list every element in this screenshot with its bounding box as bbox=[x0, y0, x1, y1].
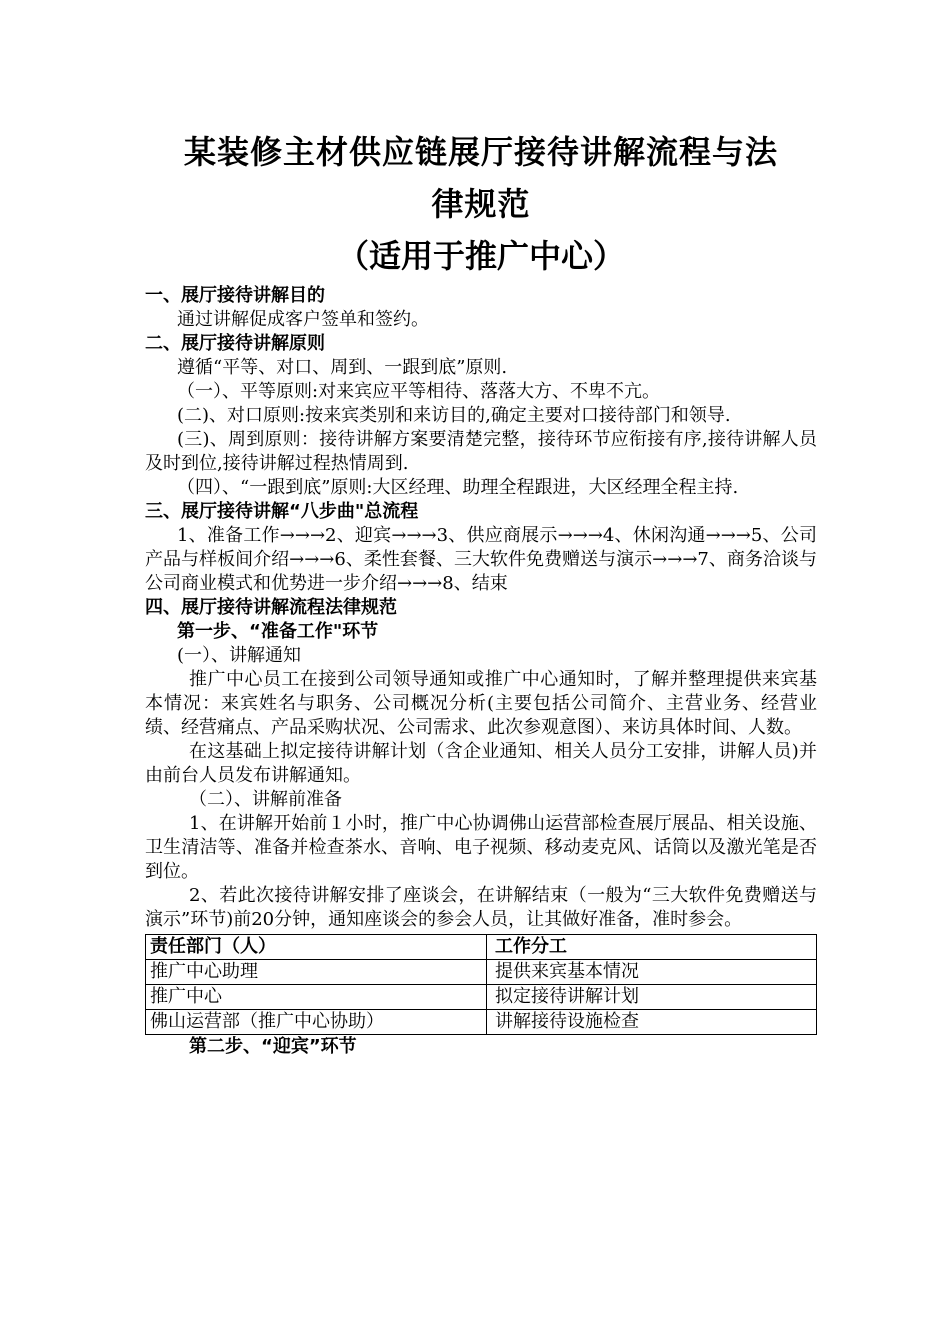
paragraph: 2、若此次接待讲解安排了座谈会，在讲解结束（一般为“三大软件免费赠送与演示”环节)前20分钟，通知座谈会的参会人员，让其做好准备，准时参会。 bbox=[145, 885, 817, 930]
table-cell: 推广中心 bbox=[146, 985, 487, 1010]
section-heading-process: 三、展厅接待讲解“八步曲"总流程 bbox=[145, 501, 419, 522]
paragraph: (二)、对口原则:按来宾类别和来访目的,确定主要对口接待部门和领导. bbox=[177, 405, 731, 426]
paragraph: 1、在讲解开始前１小时，推广中心协调佛山运营部检查展厅展品、相关设施、卫生清洁等、准备并检查茶水、音响、电子视频、移动麦克风、话筒以及激光笔是否到位。 bbox=[145, 813, 817, 882]
paragraph: （四）、“一跟到底”原则:大区经理、助理全程跟进，大区经理全程主持. bbox=[177, 477, 739, 498]
title-line-2: 律规范 bbox=[431, 185, 531, 223]
paragraph: 遵循“平等、对口、周到、一跟到底”原则. bbox=[177, 357, 508, 378]
table-cell: 提供来宾基本情况 bbox=[487, 960, 817, 985]
table-header-cell: 工作分工 bbox=[487, 935, 817, 960]
section-heading-principles: 二、展厅接待讲解原则 bbox=[145, 333, 325, 354]
document-title bbox=[145, 126, 817, 230]
table-cell: 佛山运营部（推广中心协助） bbox=[146, 1010, 487, 1035]
table-row bbox=[146, 1010, 817, 1035]
paragraph: (三)、周到原则：接待讲解方案要清楚完整，接待环节应衔接有序,接待讲解人员及时到位,接待讲解过程热情周到. bbox=[145, 429, 817, 474]
paragraph: （一）、平等原则:对来宾应平等相待、落落大方、不卑不亢。 bbox=[177, 381, 661, 402]
table-header-cell: 责任部门（人） bbox=[146, 935, 487, 960]
table-cell: 拟定接待讲解计划 bbox=[487, 985, 817, 1010]
section-heading-purpose: 一、展厅接待讲解目的 bbox=[145, 285, 325, 306]
table-cell: 推广中心助理 bbox=[146, 960, 487, 985]
section-heading-legal-norms: 四、展厅接待讲解流程法律规范 bbox=[145, 597, 397, 618]
subheading-notice: (一）、讲解通知 bbox=[177, 645, 302, 666]
paragraph: 1、准备工作→→→2、迎宾→→→3、供应商展示→→→4、休闲沟通→→→5、公司产品与样板间介绍→→→6、柔性套餐、三大软件免费赠送与演示→→→7、商务洽谈与公司商业模式和优势进一步介绍→→→8、结束 bbox=[145, 525, 817, 594]
paragraph: 在这基础上拟定接待讲解计划（含企业通知、相关人员分工安排，讲解人员)并由前台人员发布讲解通知。 bbox=[145, 741, 817, 786]
step-heading-preparation: 第一步、“准备工作"环节 bbox=[177, 621, 379, 642]
paragraph: 推广中心员工在接到公司领导通知或推广中心通知时，了解并整理提供来宾基本情况：来宾姓名与职务、公司概况分析(主要包括公司简介、主营业务、经营业绩、经营痛点、产品采购状况、公司需求、此次参观意图）、来访具体时间、人数。 bbox=[145, 669, 817, 738]
table-header-row bbox=[146, 935, 817, 960]
step-heading-welcome: 第二步、“迎宾”环节 bbox=[189, 1036, 357, 1057]
table-cell: 讲解接待设施检查 bbox=[487, 1010, 817, 1035]
subheading-pre-tour: （二）、讲解前准备 bbox=[189, 789, 342, 810]
table-row bbox=[146, 960, 817, 985]
table-row bbox=[146, 985, 817, 1010]
responsibility-table bbox=[145, 934, 817, 1035]
title-line-1: 某装修主材供应链展厅接待讲解流程与法 bbox=[183, 133, 778, 171]
document-page bbox=[145, 126, 817, 1059]
document-subtitle: （适用于推广中心） bbox=[336, 237, 625, 275]
paragraph: 通过讲解促成客户签单和签约。 bbox=[177, 309, 429, 330]
